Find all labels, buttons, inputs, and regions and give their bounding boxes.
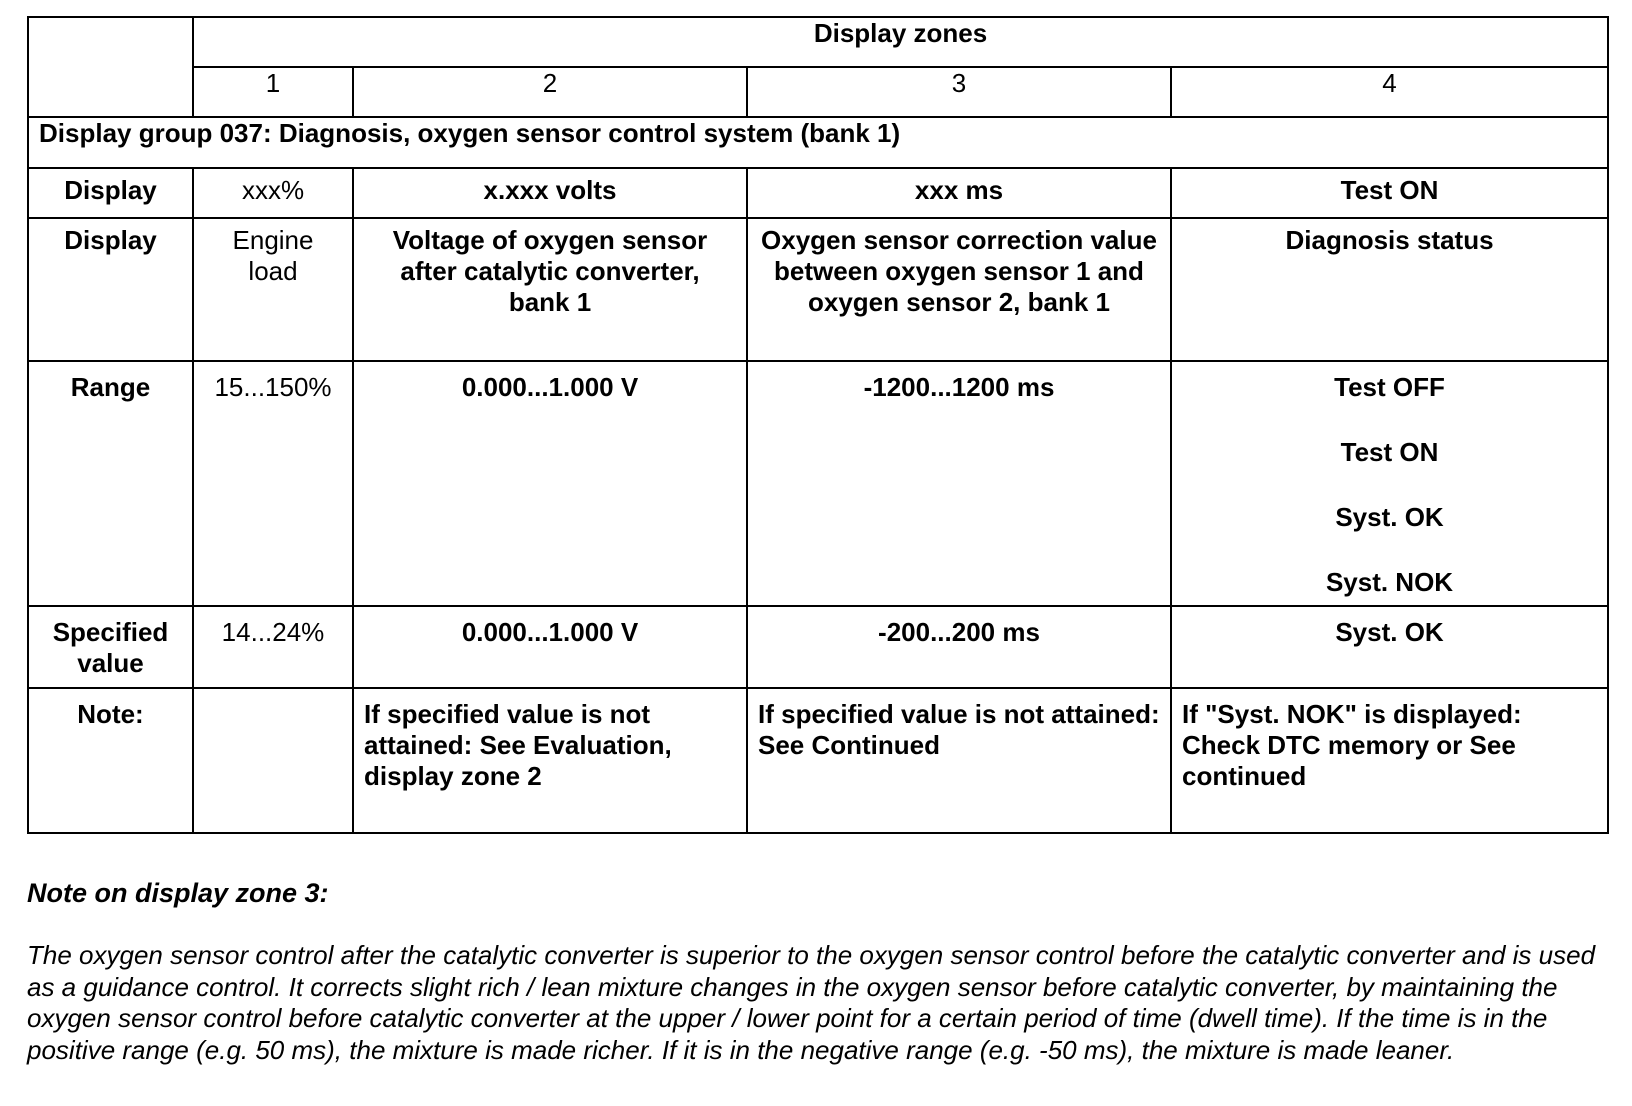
specified-zone1: 14...24% (193, 606, 353, 688)
specified-zone3: -200...200 ms (747, 606, 1171, 688)
display-group-title: Display group 037: Diagnosis, oxygen sensor control system (bank 1) (28, 117, 1608, 168)
zone-number-2: 2 (353, 67, 747, 117)
row-label-specified-value: Specified value (28, 606, 193, 688)
specified-zone4: Syst. OK (1171, 606, 1608, 688)
row-label-display-meaning: Display (28, 218, 193, 361)
display-meaning-zone2: Voltage of oxygen sensor after catalytic converter, bank 1 (353, 218, 747, 361)
header-corner-cell (28, 17, 193, 117)
display-meaning-zone3: Oxygen sensor correction value between oxygen sensor 1 and oxygen sensor 2, bank 1 (747, 218, 1171, 361)
display-format-zone3: xxx ms (747, 168, 1171, 218)
row-label-range: Range (28, 361, 193, 606)
range-item-syst-ok: Syst. OK (1335, 502, 1444, 532)
table-row-specified-value (28, 606, 1608, 688)
row-label-display: Display (28, 168, 193, 218)
note-zone4: If "Syst. NOK" is displayed: Check DTC memory or See continued (1171, 688, 1608, 833)
table-row-display-format (28, 168, 1608, 218)
note-section-paragraph: The oxygen sensor control after the catalytic converter is superior to the oxygen sensor control before the catalytic converter and is used as a guidance control. It corrects slight rich / lean mixture changes in the oxygen sensor before catalytic converter, by maintaining the oxygen sensor control before catalytic converter at the upper / lower point for a certain period of time (dwell time). If the time is in the positive range (e.g. 50 ms), the mixture is made richer. If it is in the negative range (e.g. -50 ms), the mixture is made leaner. (27, 940, 1596, 1065)
note-section-title: Note on display zone 3: (27, 878, 329, 908)
note-zone3: If specified value is not attained: See Continued (747, 688, 1171, 833)
display-zones-header: Display zones (193, 17, 1608, 67)
display-format-zone1: xxx% (193, 168, 353, 218)
table-row-display-meaning (28, 218, 1608, 361)
note-zone2: If specified value is not attained: See Evaluation, display zone 2 (353, 688, 747, 833)
display-group-table (27, 16, 1609, 834)
zone-number-1: 1 (193, 67, 353, 117)
row-label-note: Note: (28, 688, 193, 833)
display-format-zone2: x.xxx volts (353, 168, 747, 218)
range-item-syst-nok: Syst. NOK (1325, 567, 1454, 597)
range-zone1: 15...150% (193, 361, 353, 606)
zone-number-4: 4 (1171, 67, 1608, 117)
display-meaning-zone1: Engine load (193, 218, 353, 361)
display-meaning-zone4: Diagnosis status (1171, 218, 1608, 361)
display-format-zone4: Test ON (1171, 168, 1608, 218)
range-item-test-off: Test OFF (1334, 372, 1445, 402)
range-zone3: -1200...1200 ms (747, 361, 1171, 606)
range-zone4 (1171, 361, 1608, 606)
note-zone1 (193, 688, 353, 833)
specified-zone2: 0.000...1.000 V (353, 606, 747, 688)
range-zone2: 0.000...1.000 V (353, 361, 747, 606)
zone-number-3: 3 (747, 67, 1171, 117)
range-item-test-on: Test ON (1340, 437, 1439, 467)
table-row-range (28, 361, 1608, 606)
table-row-note (28, 688, 1608, 833)
